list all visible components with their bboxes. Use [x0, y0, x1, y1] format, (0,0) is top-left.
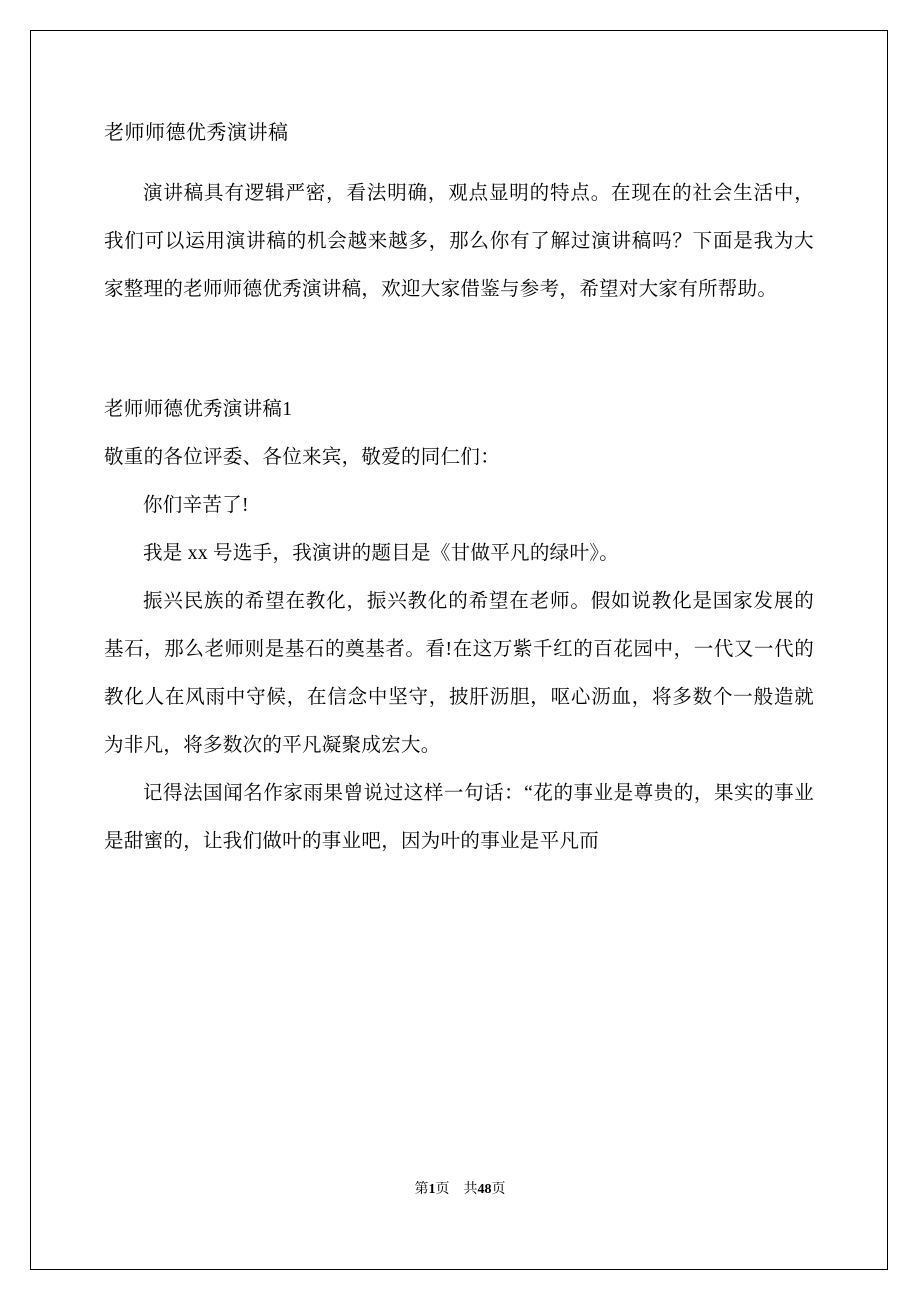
- footer-page-prefix: 第: [414, 1182, 429, 1197]
- body-paragraph-3: 振兴民族的希望在教化，振兴教化的希望在老师。假如说教化是国家发展的基石，那么老师则是基石的奠基者。看!在这万紫千红的百花园中，一代又一代的教化人在风雨中守候，在信念中坚守，披肝沥胆，呕心沥血，将多数个一般造就为非凡，将多数次的平凡凝聚成宏大。: [104, 591, 814, 756]
- footer-total-suffix: 页: [491, 1182, 506, 1197]
- body-paragraph-2: 我是 xx 号选手，我演讲的题目是《甘做平凡的绿叶》。: [143, 543, 620, 564]
- footer-page-number: 1: [428, 1182, 436, 1197]
- footer-page-suffix: 页: [435, 1182, 450, 1197]
- footer-total-pages: 48: [477, 1182, 492, 1197]
- footer-total-prefix: 共: [463, 1182, 478, 1197]
- page-title: 老师师德优秀演讲稿: [104, 122, 289, 144]
- intro-paragraph: 演讲稿具有逻辑严密，看法明确，观点显明的特点。在现在的社会生活中，我们可以运用演讲稿的机会越来越多，那么你有了解过演讲稿吗？下面是我为大家整理的老师师德优秀演讲稿，欢迎大家借鉴与参考，希望对大家有所帮助。: [104, 183, 814, 300]
- section-heading: 老师师德优秀演讲稿1: [104, 399, 293, 420]
- document-content: [104, 118, 814, 866]
- page-footer: [0, 1178, 920, 1198]
- body-paragraph-1: 你们辛苦了!: [143, 495, 249, 516]
- body-paragraph-4: 记得法国闻名作家雨果曾说过这样一句话：“花的事业是尊贵的，果实的事业是甜蜜的，让我们做叶的事业吧，因为叶的事业是平凡而: [104, 783, 814, 852]
- salutation-line: 敬重的各位评委、各位来宾，敬爱的同仁们：: [104, 447, 501, 468]
- section-spacer: [104, 314, 814, 386]
